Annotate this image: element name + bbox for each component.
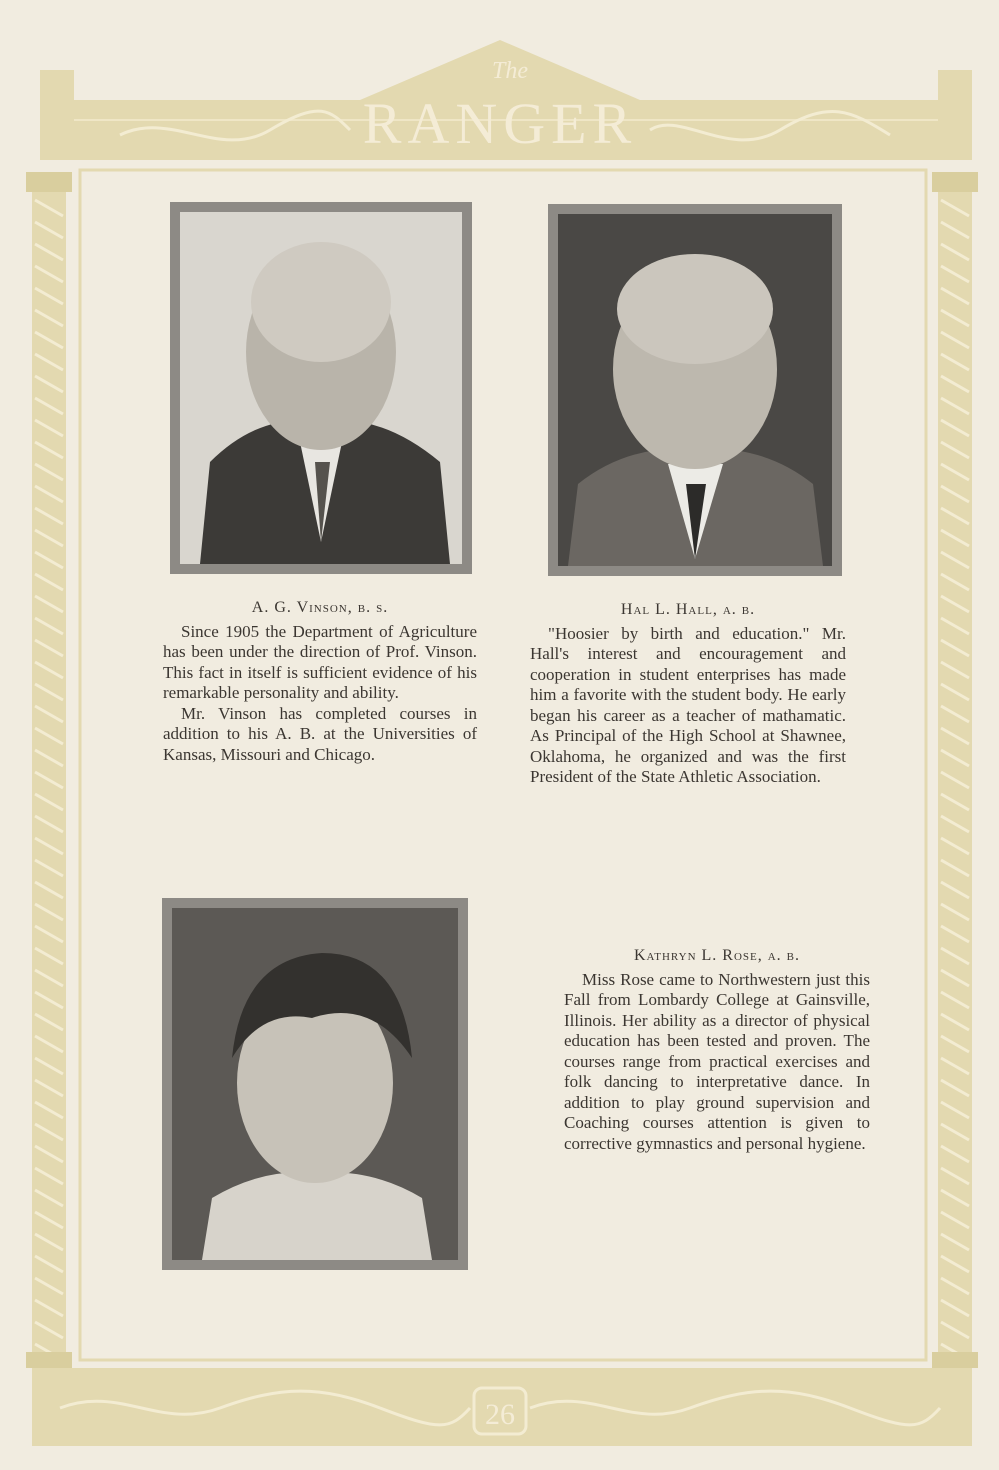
page-number: 26	[485, 1398, 515, 1431]
faculty-bio-paragraph: Mr. Vinson has completed courses in addition to his A. B. at the Universities of Kansas, Missouri and Chicago.	[163, 703, 477, 764]
portrait-hall	[548, 204, 842, 576]
caption-vinson	[163, 598, 477, 765]
portrait-rose	[162, 898, 468, 1270]
faculty-bio-paragraph: "Hoosier by birth and education." Mr. Hall's interest and encouragement and cooperation in student enterprises has made him a favorite with the student body. He early began his career as a teacher of mathamatic. As Principal of the High School at Shawnee, Oklahoma, he organized and was the first President of the State Athletic Association.	[530, 623, 846, 786]
faculty-name: Kathryn L. Rose, a. b.	[633, 947, 801, 964]
header-the-script: The	[492, 58, 528, 84]
caption-rose	[564, 946, 870, 1154]
faculty-name: Hal L. Hall, a. b.	[620, 601, 756, 618]
faculty-name: A. G. Vinson, b. s.	[251, 599, 389, 616]
faculty-bio-paragraph: Miss Rose came to Northwestern just this Fall from Lombardy College at Gainsville, Illinois. Her ability as a director of physical education has been tested and proven. The courses range from practical exercises and folk dancing to interpretative dance. In addition to play ground supervision and Coaching courses attention is given to corrective gymnastics and personal hygiene.	[564, 969, 870, 1153]
portrait-vinson	[170, 202, 472, 574]
faculty-bio-paragraph: Since 1905 the Department of Agriculture has been under the direction of Prof. Vinson. This fact in itself is sufficient evidence of his remarkable personality and ability.	[163, 621, 477, 702]
caption-hall	[530, 600, 846, 788]
header-title: RANGER	[362, 91, 638, 156]
